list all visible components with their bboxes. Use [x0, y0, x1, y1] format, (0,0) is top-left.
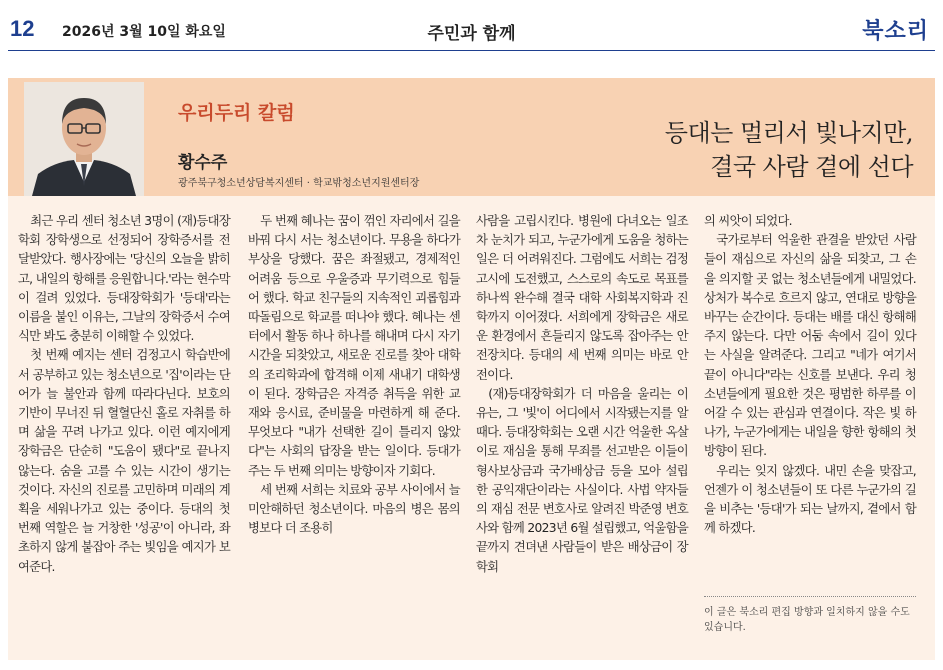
paragraph: 최근 우리 센터 청소년 3명이 (재)등대장학회 장학생으로 선정되어 장학증서를 전달받았다. 행사장에는 '당신의 오늘을 밝히고, 내일의 항해를 응원합니다.'라는 현수막이 걸려 있었다. 등대장학회가 '등대'라는 이름을 붙인 이유는, 그날의 장학증서 수여식만 봐도 충분히 이해할 수 있었다. — [18, 214, 230, 344]
paragraph: 두 번째 혜나는 꿈이 꺾인 자리에서 길을 바꿔 다시 서는 청소년이다. 무용을 하다가 부상을 당했다. 꿈은 좌절됐고, 경제적인 어려움 등으로 우울증과 무기력으로 힘들어 했다. 학교 친구들의 지속적인 괴롭힘과 따돌림으로 학교를 떠나야 했다. 혜나는 센터에서 활동 하나 하나를 해내며 다시 자기 시간을 되찾았고, 새로운 진로를 찾아 대학의 조리학과에 합격해 이제 새내기 대학생이 된다. 장학금은 자격증 취득을 위한 교재와 응시료, 준비물을 마련하게 해 준다. 무엇보다 "내가 선택한 길이 틀리지 않았다"는 사회의 답장을 받는 일이다. 등대가 주는 두 번째 의미는 방향이자 기회다. — [248, 214, 460, 478]
text-column-2 — [248, 212, 460, 538]
author-portrait-icon — [24, 82, 144, 196]
paragraph-continued: 사람을 고립시킨다. 병원에 다녀오는 일조차 눈치가 되고, 누군가에게 도움을 청하는 일은 더 어려워진다. 그럼에도 서희는 검정고시에 도전했고, 스스로의 속도로 목표를 하나씩 완수해 결국 대학 사회복지학과 진학까지 이어졌다. 서희에게 장학금은 새로운 환경에서 흔들리지 않도록 잡아주는 안전장치다. 등대의 세 번째 의미는 바로 안전이다. — [476, 214, 688, 382]
page-number: 12 — [10, 16, 35, 41]
column-panel — [8, 78, 935, 660]
author-name: 황수주 — [178, 153, 228, 173]
author-photo — [24, 82, 144, 196]
text-column-4 — [704, 212, 916, 538]
text-column-3 — [476, 212, 688, 577]
author-affiliation: 광주북구청소년상담복지센터 · 학교밖청소년지원센터장 — [178, 178, 420, 189]
masthead — [0, 0, 943, 60]
paragraph: (재)등대장학회가 더 마음을 울리는 이유는, 그 '빛'이 어디에서 시작됐는지를 알 때다. 등대장학회는 오랜 시간 억울한 옥살이로 재심을 통해 무죄를 선고받은 이들이 형사보상금과 국가배상금 등을 모아 설립한 공익재단이라는 사실이다. 사법 약자들의 재심 전문 변호사로 알려진 박준영 변호사와 함께 2023년 6월 설립했고, 억울함을 끝까지 견뎌낸 사람들이 받은 배상금이 장학회 — [476, 386, 688, 574]
section-title: 주민과 함께 — [427, 24, 516, 44]
column-series-label: 우리두리 칼럼 — [178, 102, 295, 124]
paragraph: 국가로부터 억울한 관결을 받았던 사람들이 재심으로 자신의 삶을 되찾고, 그 손을 의지할 곳 없는 청소년들에게 내밀었다. 상처가 복수로 흐르지 않고, 연대로 방향을 바꾸는 순간이다. 등대는 배를 대신 항해해주지 않는다. 다만 어둠 속에서 길이 있다는 사실을 알려준다. 그리고 "네가 여기서 끝이 아니다"라는 신호를 보낸다. 우리 청소년들에게 필요한 것은 평범한 하루를 이어갈 수 있는 관심과 연결이다. 작은 빛 하나가, 누군가에게는 내일을 향한 항해의 첫 방향이 된다. — [704, 233, 916, 459]
paragraph: 세 번째 서희는 치료와 공부 사이에서 늘 미안해하던 청소년이다. 마음의 병은 몸의 병보다 더 조용히 — [248, 482, 460, 536]
headline-line-1: 등대는 멀리서 빛나지만, — [664, 119, 913, 147]
column-headline — [665, 116, 913, 184]
masthead-divider — [8, 50, 935, 51]
text-column-1 — [18, 212, 230, 577]
editorial-disclaimer: 이 글은 북소리 편집 방향과 일치하지 않을 수도 있습니다. — [704, 607, 910, 633]
disclaimer-divider — [704, 596, 916, 597]
paragraph: 첫 번째 예지는 센터 검정고시 학습반에서 공부하고 있는 청소년으로 '집'이라는 단어가 늘 불안과 함께 따라다닌다. 보호의 기반이 무너진 뒤 혈혈단신 홀로 자취를 하며 삶을 꾸려 나가고 있다. 이런 예지에게 장학금은 단순히 "도움이 됐다"로 끝나지 않는다. 숨을 고를 수 있는 시간이 생기는 것이다. 자신의 진로를 고민하며 미래의 계획을 세워나가고 있는 중이다. 등대의 첫 번째 역할은 늘 거창한 '성공'이 아니라, 좌초하지 않게 붙잡아 주는 빛임을 예지가 보여준다. — [18, 348, 230, 574]
paragraph: 우리는 잊지 않겠다. 내민 손을 맞잡고, 언젠가 이 청소년들이 또 다른 누군가의 길을 비추는 '등대'가 되는 날까지, 곁에서 함께 하겠다. — [704, 463, 916, 536]
headline-line-2: 결국 사람 곁에 선다 — [710, 153, 913, 181]
publication-date: 2026년 3월 10일 화요일 — [62, 24, 226, 40]
paragraph-continued: 의 씨앗이 되었다. — [704, 214, 792, 228]
newspaper-logo: 북소리 — [862, 18, 929, 44]
column-header — [8, 78, 935, 196]
